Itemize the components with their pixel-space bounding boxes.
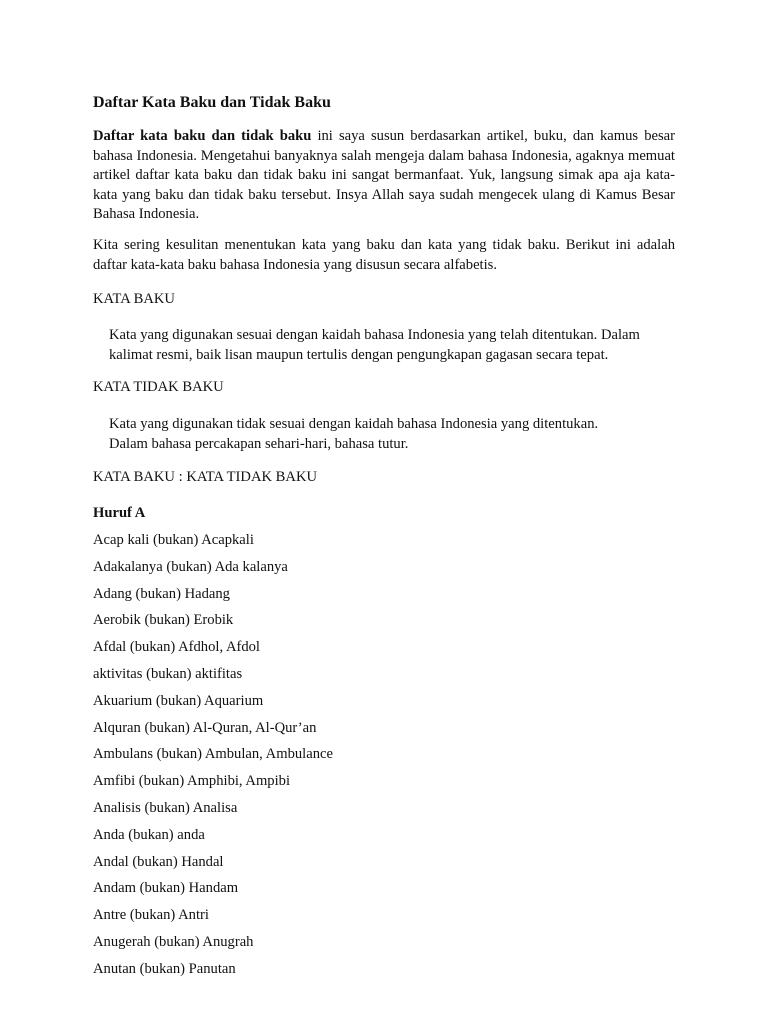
document-title: Daftar Kata Baku dan Tidak Baku bbox=[93, 94, 331, 111]
list-item: Afdal (bukan) Afdhol, Afdol bbox=[93, 639, 260, 656]
list-item: Akuarium (bukan) Aquarium bbox=[93, 692, 264, 709]
list-item: aktivitas (bukan) aktifitas bbox=[93, 665, 243, 682]
list-item: Analisis (bukan) Analisa bbox=[93, 799, 238, 816]
kata-tidak-baku-line-1: Kata yang digunakan tidak sesuai dengan kaidah bahasa Indonesia yang ditentukan. bbox=[109, 416, 599, 432]
list-item: Acap kali (bukan) Acapkali bbox=[93, 532, 254, 548]
list-item: Adakalanya (bukan) Ada kalanya bbox=[93, 558, 288, 575]
kata-baku-line-1: Kata yang digunakan sesuai dengan kaidah bahasa Indonesia yang telah ditentukan. Dalam bbox=[109, 327, 640, 343]
list-item: Alquran (bukan) Al-Quran, Al-Qur’an bbox=[93, 719, 317, 736]
intro-paragraph bbox=[93, 127, 675, 225]
intro-bold-lead: Daftar kata baku dan tidak baku bbox=[93, 128, 312, 144]
kata-baku-heading: KATA BAKU bbox=[93, 291, 175, 307]
list-item: Ambulans (bukan) Ambulan, Ambulance bbox=[93, 746, 333, 763]
list-item: Aerobik (bukan) Erobik bbox=[93, 612, 234, 629]
list-item: Amfibi (bukan) Amphibi, Ampibi bbox=[93, 773, 291, 790]
word-list bbox=[93, 531, 333, 987]
list-item: Anda (bukan) anda bbox=[93, 826, 205, 843]
kata-tidak-baku-line-2: Dalam bahasa percakapan sehari-hari, bahasa tutur. bbox=[109, 435, 409, 452]
list-item: Anutan (bukan) Panutan bbox=[93, 960, 236, 977]
comparison-separator: : bbox=[174, 469, 187, 485]
kata-tidak-baku-definition bbox=[109, 415, 679, 454]
comparison-heading bbox=[93, 469, 317, 486]
kata-baku-definition bbox=[109, 326, 679, 365]
kata-tidak-baku-heading: KATA TIDAK BAKU bbox=[93, 379, 224, 395]
comparison-left: KATA BAKU bbox=[93, 469, 175, 485]
list-item: Andam (bukan) Handam bbox=[93, 880, 239, 897]
comparison-right: KATA TIDAK BAKU bbox=[186, 469, 318, 485]
letter-heading: Huruf A bbox=[93, 505, 146, 521]
intro-text: ini saya susun berdasarkan artikel, buku, dan kamus besar bahasa Indonesia. Mengetahui banyaknya salah mengeja dalam bahasa Indonesia, agaknya memuat artikel daftar kata baku dan tidak baku ini sangat bermanfaat. Yuk, langsung simak apa aja kata-kata yang baku dan tidak baku tersebut. Insya Allah saya sudah mengecek ulang di Kamus Besar Bahasa Indonesia. bbox=[93, 128, 675, 222]
list-item: Antre (bukan) Antri bbox=[93, 907, 209, 924]
list-item: Anugerah (bukan) Anugrah bbox=[93, 933, 254, 950]
second-paragraph: Kita sering kesulitan menentukan kata yang baku dan kata yang tidak baku. Berikut ini adalah daftar kata-kata baku bahasa Indonesia yang disusun secara alfabetis. bbox=[93, 237, 675, 273]
kata-baku-line-2: kalimat resmi, baik lisan maupun tertulis dengan pengungkapan gagasan secara tepat. bbox=[109, 346, 609, 363]
list-item: Adang (bukan) Hadang bbox=[93, 585, 230, 602]
list-item: Andal (bukan) Handal bbox=[93, 853, 224, 870]
